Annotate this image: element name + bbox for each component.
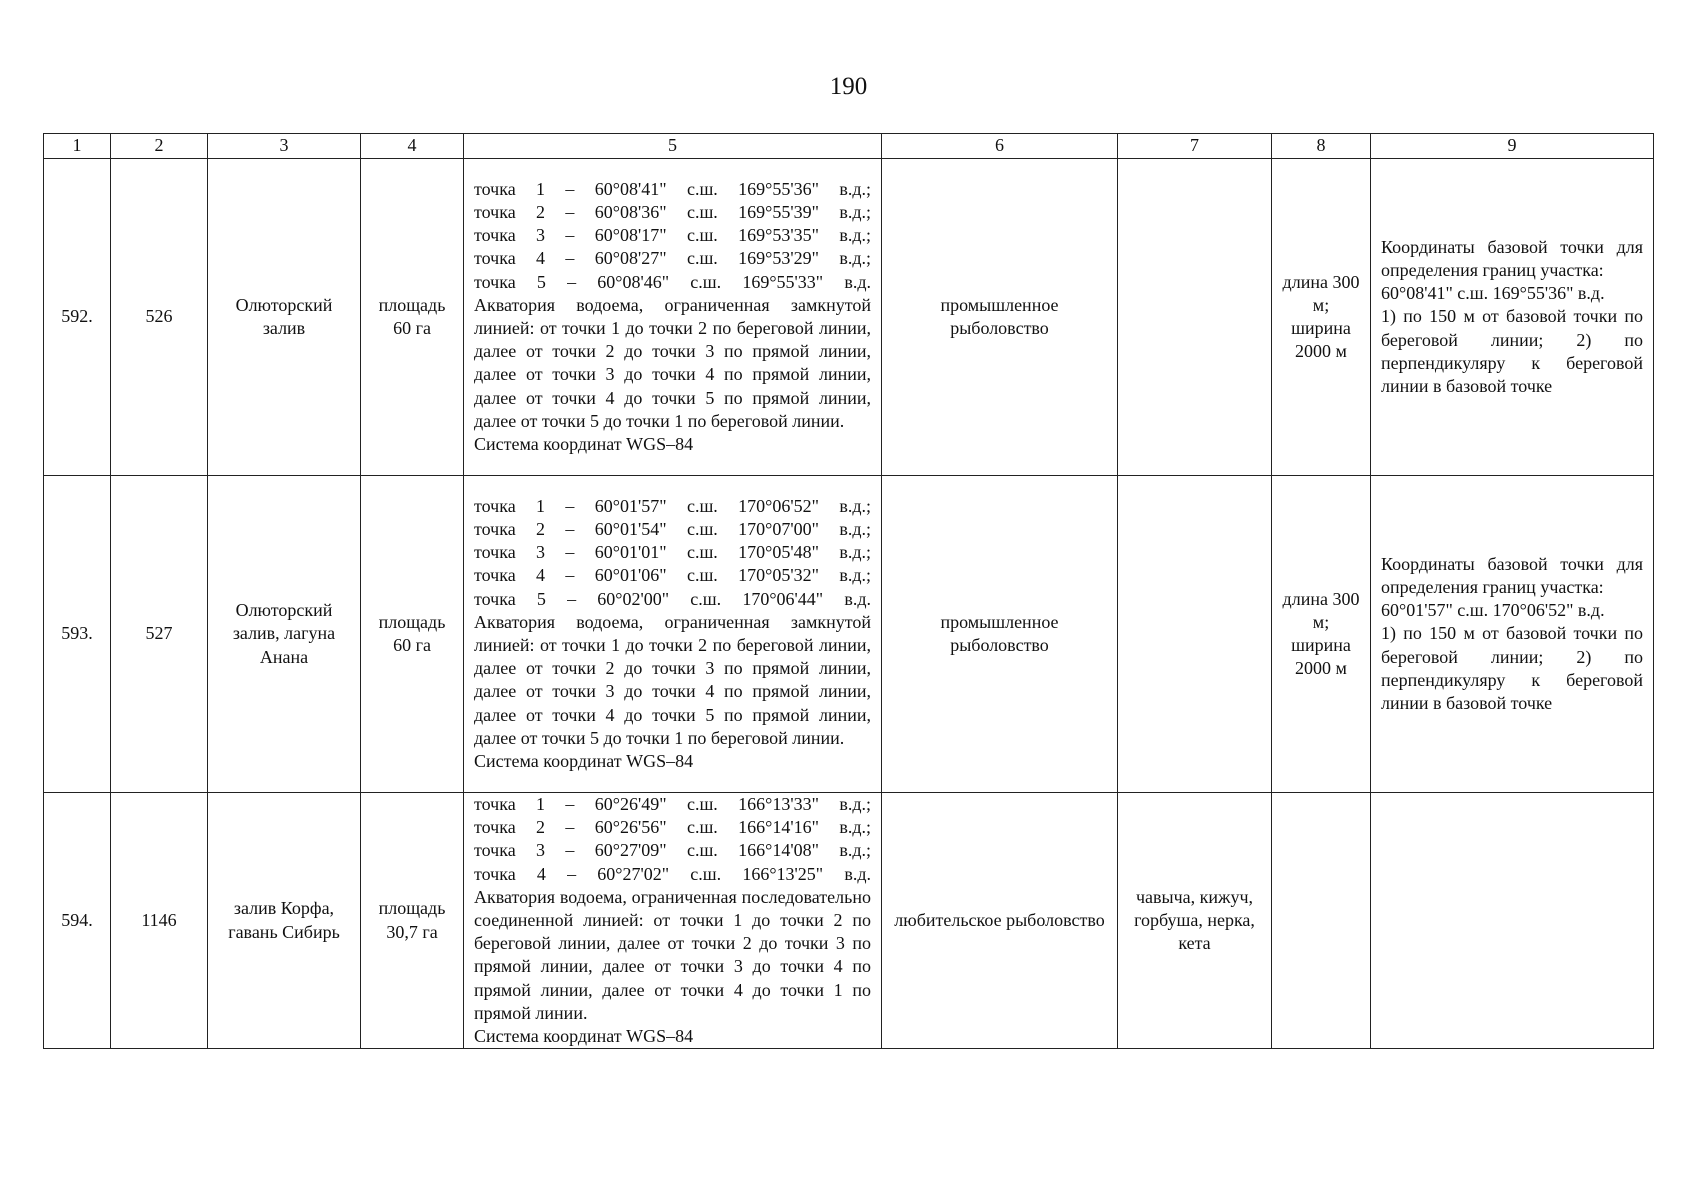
location-name: залив Корфа, гавань Сибирь — [208, 793, 361, 1049]
coordinate-system: Система координат WGS–84 — [474, 1026, 694, 1047]
note-coordinates: 60°08'41" с.ш. 169°55'36" в.д. — [1381, 283, 1605, 304]
column-number: 1 — [44, 134, 111, 159]
note-title: Координаты базовой точки для определения границ участка: — [1381, 236, 1643, 280]
table-row — [44, 793, 1654, 1049]
row-number: 593. — [44, 476, 111, 793]
table-row — [44, 476, 1654, 793]
boundary-description — [464, 793, 882, 1049]
point-coordinate: точка 3 – 60°27'09" с.ш. 166°14'08" в.д.; — [474, 840, 871, 861]
point-coordinate: точка 3 – 60°08'17" с.ш. 169°53'35" в.д.; — [474, 225, 871, 246]
row-number: 594. — [44, 793, 111, 1049]
point-coordinate: точка 2 – 60°01'54" с.ш. 170°07'00" в.д.; — [474, 518, 871, 539]
point-coordinate: точка 4 – 60°27'02" с.ш. 166°13'25" в.д. — [474, 863, 871, 884]
boundary-text: Акватория водоема, ограниченная замкнутой линией: от точки 1 до точки 2 по береговой линии, далее от точки 2 до точки 3 по прямой линии, далее от точки 3 до точки 4 по прямой линии, далее от точки 4 до точки 5 по прямой линии, далее от точки 5 до точки 1 по береговой линии. — [474, 294, 871, 431]
note-title: Координаты базовой точки для определения границ участка: — [1381, 553, 1643, 597]
column-number: 7 — [1118, 134, 1272, 159]
column-number: 5 — [464, 134, 882, 159]
location-name: Олюторский залив — [208, 159, 361, 476]
point-coordinate: точка 5 – 60°08'46" с.ш. 169°55'33" в.д. — [474, 271, 871, 292]
point-coordinate: точка 2 – 60°26'56" с.ш. 166°14'16" в.д.; — [474, 817, 871, 838]
point-coordinate: точка 4 – 60°08'27" с.ш. 169°53'29" в.д.; — [474, 248, 871, 269]
point-coordinate: точка 5 – 60°02'00" с.ш. 170°06'44" в.д. — [474, 588, 871, 609]
column-number: 3 — [208, 134, 361, 159]
point-coordinate: точка 3 – 60°01'01" с.ш. 170°05'48" в.д.; — [474, 542, 871, 563]
coordinate-system: Система координат WGS–84 — [474, 434, 694, 455]
location-name: Олюторский залив, лагуна Анана — [208, 476, 361, 793]
column-number-row — [44, 134, 1654, 159]
area-size: площадь 30,7 га — [361, 793, 464, 1049]
column-number: 6 — [882, 134, 1118, 159]
area-id: 527 — [111, 476, 208, 793]
note-coordinates: 60°01'57" с.ш. 170°06'52" в.д. — [1381, 600, 1605, 621]
area-size: площадь 60 га — [361, 476, 464, 793]
table-row — [44, 159, 1654, 476]
boundary-description — [464, 159, 882, 476]
area-size: площадь 60 га — [361, 159, 464, 476]
note-rules: 1) по 150 м от базовой точки по береговой линии; 2) по перпендикуляру к береговой линии в базовой точке — [1381, 306, 1643, 396]
boundary-description — [464, 476, 882, 793]
area-id: 1146 — [111, 793, 208, 1049]
base-point-note — [1371, 476, 1654, 793]
coordinate-system: Система координат WGS–84 — [474, 751, 694, 772]
point-coordinate: точка 2 – 60°08'36" с.ш. 169°55'39" в.д.; — [474, 201, 871, 222]
point-coordinate: точка 1 – 60°08'41" с.ш. 169°55'36" в.д.; — [474, 178, 871, 199]
boundary-text: Акватория водоема, ограниченная замкнутой линией: от точки 1 до точки 2 по береговой линии, далее от точки 2 до точки 3 по прямой линии, далее от точки 3 до точки 4 по прямой линии, далее от точки 4 до точки 5 по прямой линии, далее от точки 5 до точки 1 по береговой линии. — [474, 611, 871, 748]
point-coordinate: точка 1 – 60°26'49" с.ш. 166°13'33" в.д.; — [474, 794, 871, 814]
page-number: 190 — [829, 73, 868, 100]
point-coordinate: точка 4 – 60°01'06" с.ш. 170°05'32" в.д.; — [474, 565, 871, 586]
usage-purpose: любительское рыболовство — [882, 793, 1118, 1049]
plot-dimensions — [1272, 793, 1371, 1049]
base-point-note — [1371, 159, 1654, 476]
fish-species: чавыча, кижуч, горбуша, нерка, кета — [1118, 793, 1272, 1049]
area-id: 526 — [111, 159, 208, 476]
base-point-note — [1371, 793, 1654, 1049]
column-number: 4 — [361, 134, 464, 159]
plot-dimensions: длина 300 м; ширина 2000 м — [1272, 476, 1371, 793]
point-coordinate: точка 1 – 60°01'57" с.ш. 170°06'52" в.д.; — [474, 495, 871, 516]
usage-purpose: промышленное рыболовство — [882, 159, 1118, 476]
column-number: 8 — [1272, 134, 1371, 159]
usage-purpose: промышленное рыболовство — [882, 476, 1118, 793]
plot-dimensions: длина 300 м; ширина 2000 м — [1272, 159, 1371, 476]
fish-species — [1118, 476, 1272, 793]
fish-species — [1118, 159, 1272, 476]
note-rules: 1) по 150 м от базовой точки по береговой линии; 2) по перпендикуляру к береговой линии в базовой точке — [1381, 623, 1643, 713]
boundary-text: Акватория водоема, ограниченная последовательно соединенной линией: от точки 1 до точки 2 по береговой линии, далее от точки 2 до точки 3 по прямой линии, далее от точки 3 до точки 4 по прямой линии, далее от точки 4 до точки 1 по прямой линии. — [474, 886, 871, 1023]
row-number: 592. — [44, 159, 111, 476]
fishing-areas-table — [43, 133, 1654, 1049]
column-number: 9 — [1371, 134, 1654, 159]
column-number: 2 — [111, 134, 208, 159]
